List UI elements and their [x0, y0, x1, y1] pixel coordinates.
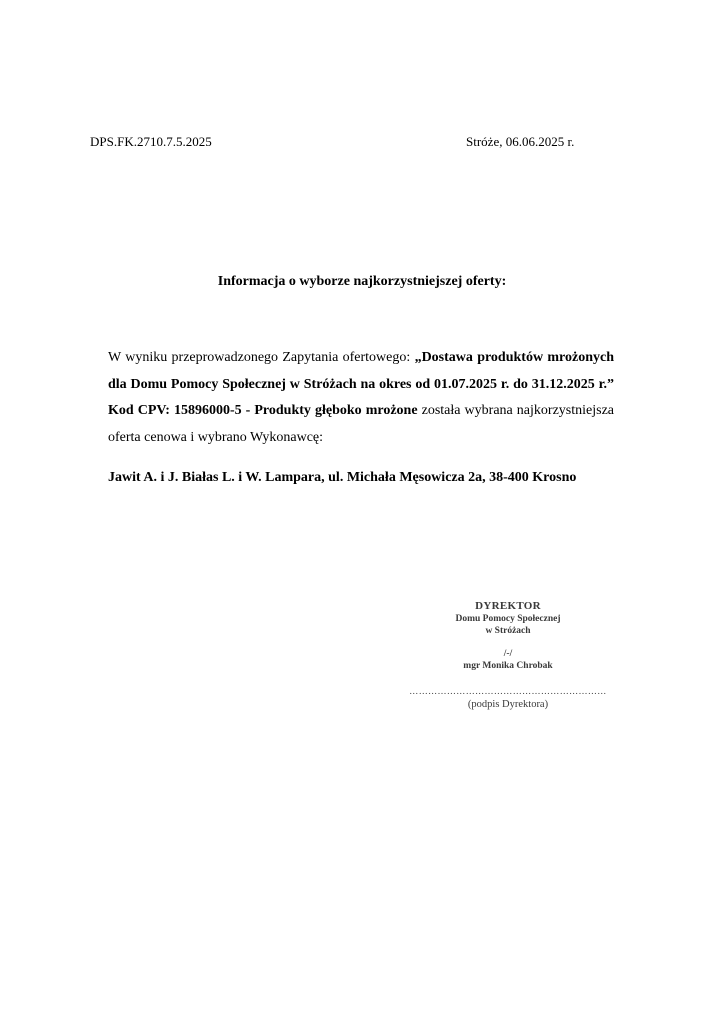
- place-and-date: Stróże, 06.06.2025 r.: [466, 134, 575, 149]
- body-line-3-bold: Kod CPV: 15896000-5 - Produkty głęboko mrożone: [108, 403, 418, 418]
- document-heading: Informacja o wyborze najkorzystniejszej oferty:: [217, 274, 507, 289]
- signature-org-line-1: Domu Pomocy Społecznej: [455, 614, 561, 624]
- signature-block: [390, 600, 626, 711]
- document-reference-number: DPS.FK.2710.7.5.2025: [90, 134, 212, 149]
- document-body: [108, 345, 614, 451]
- body-line-4: oferta cenowa i wybrano Wykonawcę:: [108, 429, 324, 445]
- signature-dotted-line: ………………………………………………………: [409, 686, 607, 696]
- signature-org-line-2: w Stróżach: [485, 626, 531, 636]
- selected-contractor: Jawit A. i J. Białas L. i W. Lampara, ul. Michała Męsowicza 2a, 38-400 Krosno: [108, 470, 577, 485]
- body-line-1-bold: „Dostawa produktów mrożonych: [414, 350, 614, 365]
- signature-title: DYREKTOR: [475, 600, 541, 612]
- signature-caption: (podpis Dyrektora): [467, 699, 549, 710]
- body-line-1: [108, 345, 614, 372]
- body-line-3: [108, 398, 614, 425]
- body-line-1-normal: W wyniku przeprowadzonego Zapytania ofertowego:: [108, 350, 415, 365]
- body-line-2: dla Domu Pomocy Społecznej w Stróżach na okres od 01.07.2025 r. do 31.12.2025 r.”: [108, 376, 614, 392]
- body-line-3-normal: została wybrana najkorzystniejsza: [417, 403, 614, 418]
- signature-mark: /-/: [503, 649, 513, 659]
- signatory-name: mgr Monika Chrobak: [463, 661, 553, 671]
